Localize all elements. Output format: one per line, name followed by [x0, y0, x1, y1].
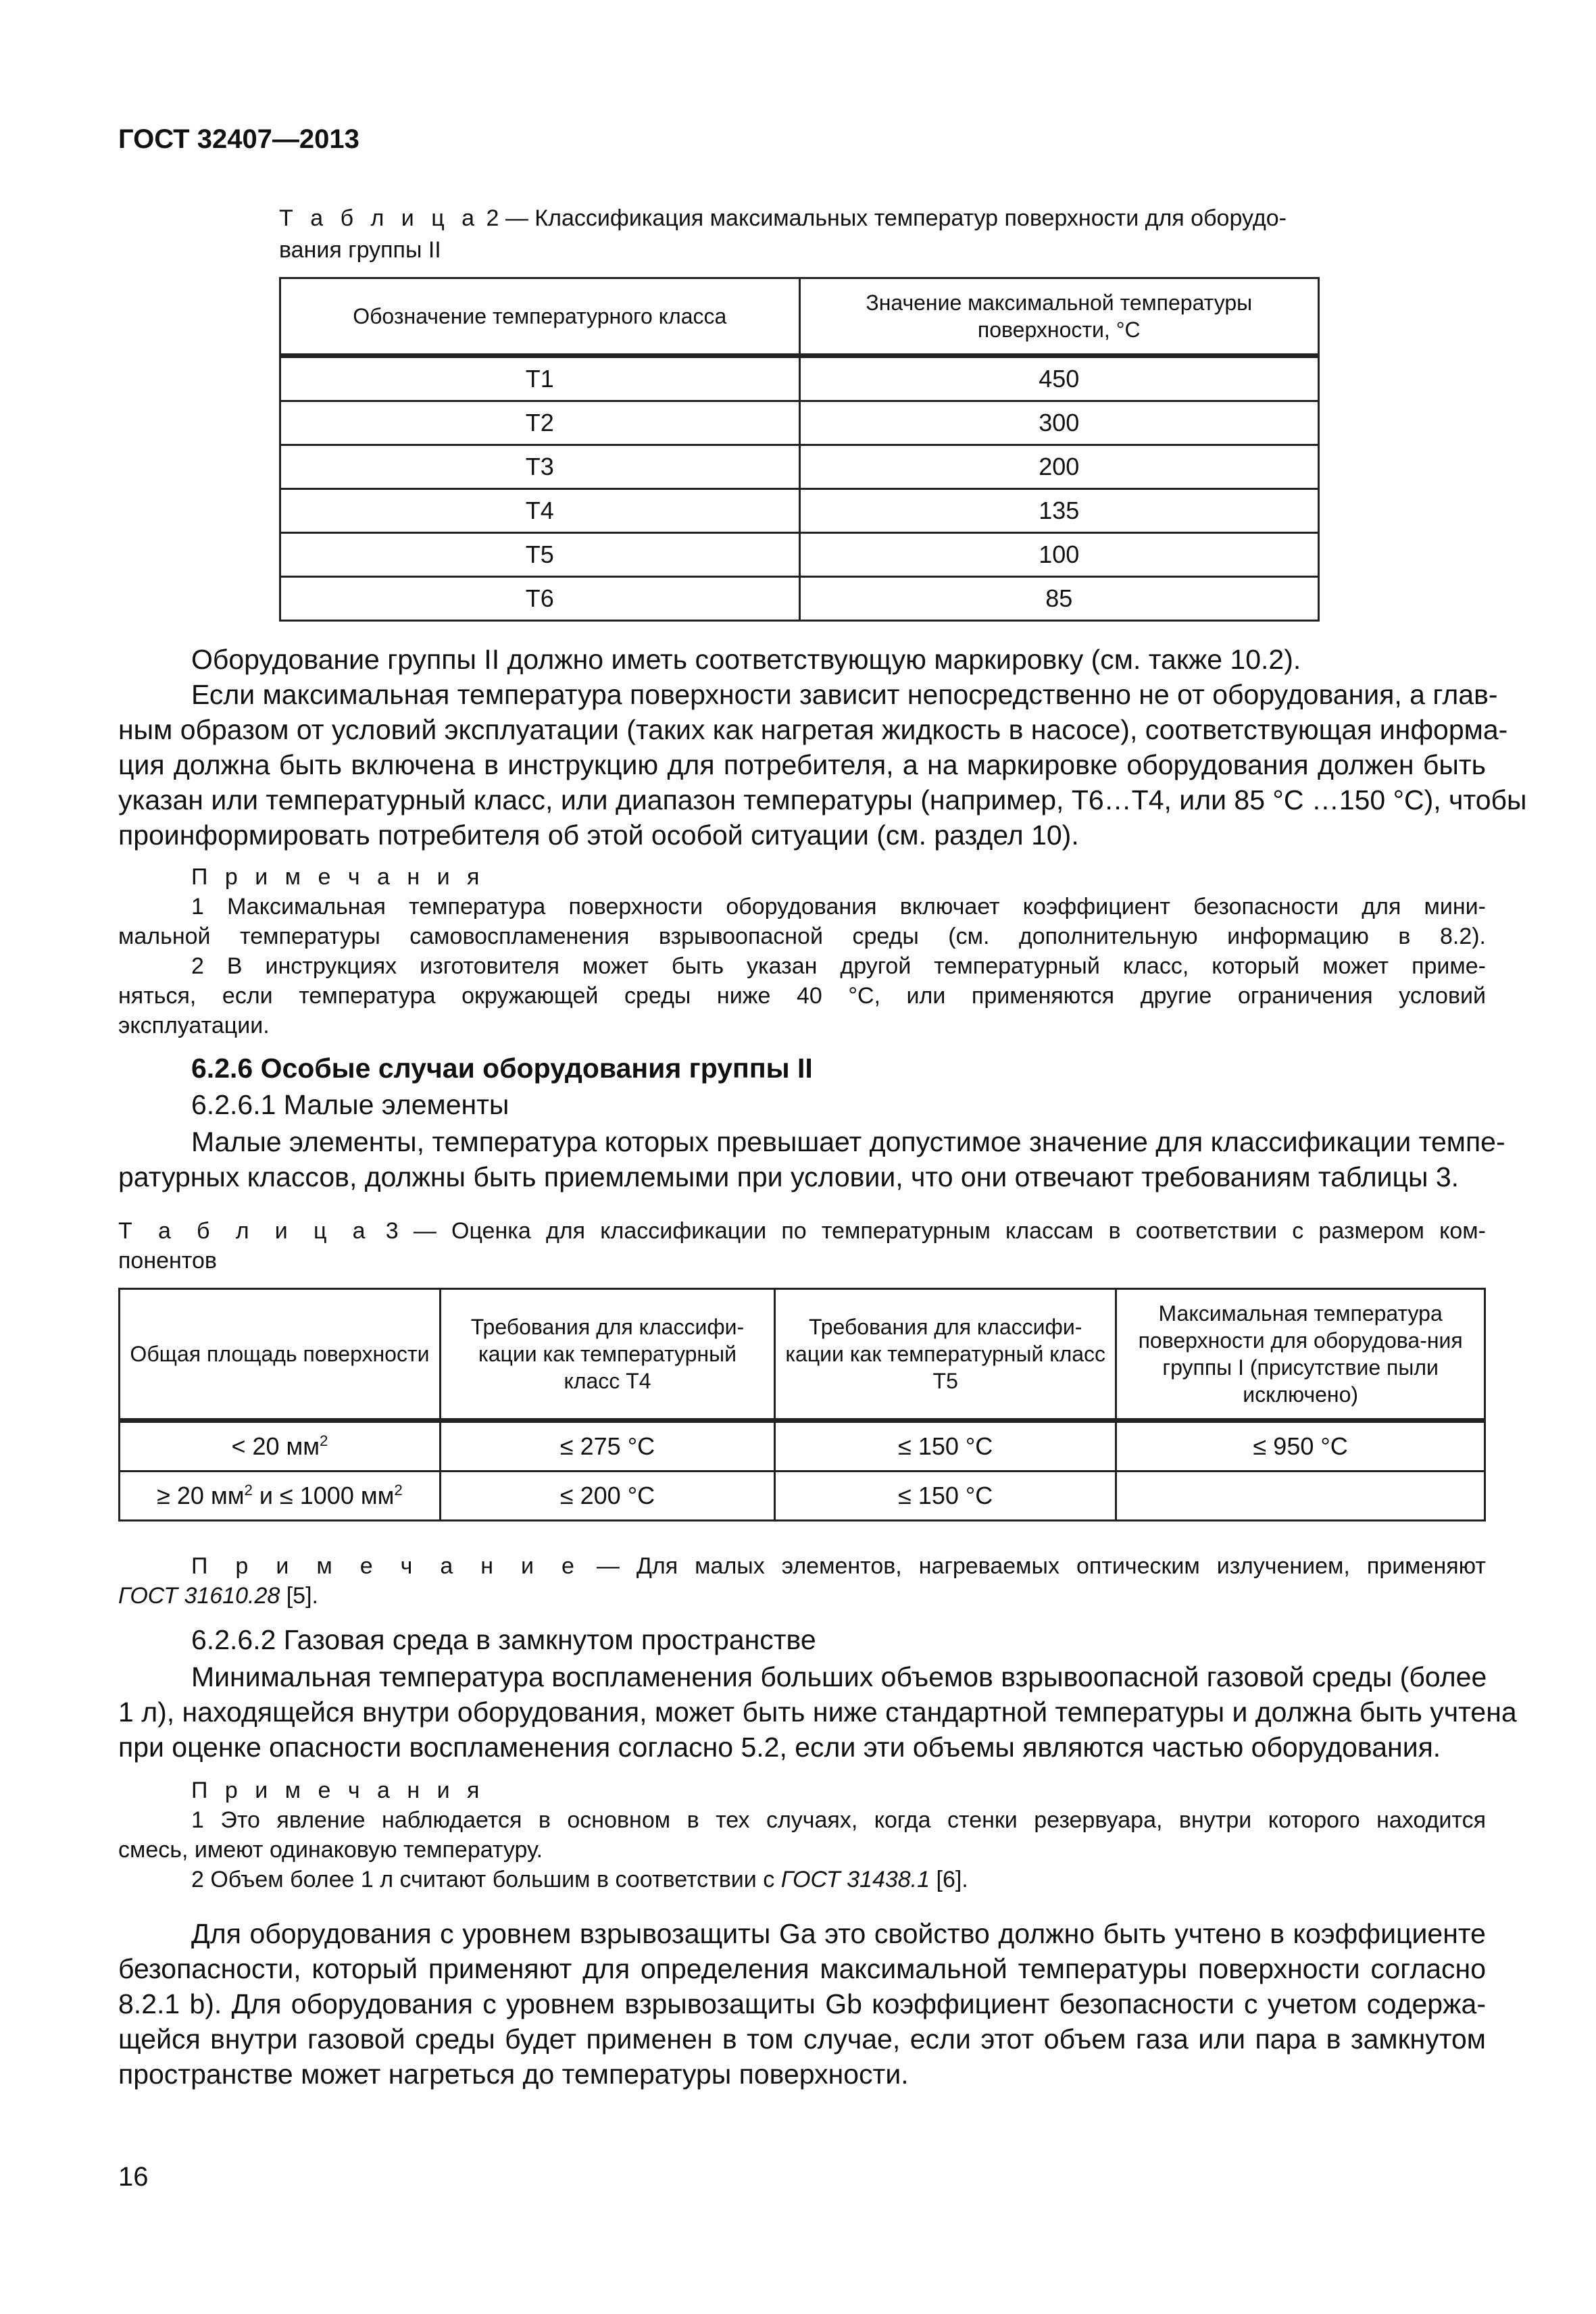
- table2-caption-line2: вания группы II: [279, 237, 441, 263]
- note-line: эксплуатации.: [118, 1013, 270, 1038]
- note-line: смесь, имеют одинаковую температуру.: [118, 1837, 543, 1863]
- table2-temp-cell: 85: [799, 577, 1319, 621]
- section-heading-6-2-6: 6.2.6 Особые случаи оборудования группы II: [191, 1053, 813, 1084]
- note-text: — Для малых элементов, нагреваемых оптическим излучением, применяют: [596, 1553, 1486, 1579]
- table2-col-header: Обозначение температурного класса: [280, 278, 800, 356]
- table3-col-header: Требования для классифи-кации как температурный класс Т4: [440, 1289, 774, 1421]
- note-line: 2 В инструкциях изготовителя может быть указан другой температурный класс, который может приме-: [191, 953, 1486, 979]
- table2-class-cell: Т5: [280, 533, 800, 577]
- note-line: мальной температуры самовоспламенения взрывоопасной среды (см. дополнительную информацию в 8.2).: [118, 924, 1486, 949]
- table-row: [280, 401, 1319, 445]
- paragraph-line: пространстве может нагреться до температуры поверхности.: [118, 2059, 909, 2090]
- superscript: 2: [320, 1432, 328, 1449]
- table3-col-header: Максимальная температура поверхности для оборудова-ния группы I (присутствие пыли исключено): [1116, 1289, 1485, 1421]
- table3-t4-cell: ≤ 275 °С: [440, 1421, 774, 1472]
- table3-header-row: [120, 1289, 1485, 1421]
- paragraph-line: Малые элементы, температура которых превышает допустимое значение для классификации темпе-: [191, 1126, 1505, 1157]
- table3-component-size: [118, 1288, 1486, 1521]
- table2-caption-label: Т а б л и ц а: [279, 205, 480, 231]
- standard-reference: ГОСТ 31610.28: [118, 1583, 280, 1609]
- table2-col-header: Значение максимальной температуры поверхности, °С: [799, 278, 1319, 356]
- table3-col-header: Общая площадь поверхности: [120, 1289, 441, 1421]
- notes-title: П р и м е ч а н и я: [191, 1778, 485, 1803]
- paragraph-marking: Оборудование группы II должно иметь соответствующую маркировку (см. также 10.2).: [191, 644, 1301, 675]
- area-value: ≥ 20 мм: [157, 1482, 245, 1509]
- page-number: 16: [118, 2162, 149, 2192]
- area-value: < 20 мм: [231, 1432, 320, 1460]
- table-row: [280, 445, 1319, 489]
- table-row: [280, 533, 1319, 577]
- table-row: [280, 356, 1319, 401]
- table3-caption-label: Т а б л и ц а: [118, 1218, 371, 1244]
- standard-reference: ГОСТ 31438.1: [780, 1867, 930, 1892]
- table3-group1-cell: ≤ 950 °С: [1116, 1421, 1485, 1472]
- note-line-2: [191, 1865, 1486, 1894]
- paragraph-line: 8.2.1 b). Для оборудования с уровнем взрывозащиты Gb коэффициент безопасности с учетом содержа-: [118, 1988, 1486, 2019]
- paragraph-line: безопасности, который применяют для определения максимальной температуры поверхности согласно: [118, 1953, 1486, 1984]
- table3-col-header: Требования для классифи-кации как температурный класс Т5: [775, 1289, 1116, 1421]
- area-value: и ≤ 1000 мм: [252, 1482, 395, 1509]
- table3-note-line2: [118, 1581, 1486, 1611]
- table-row: [280, 489, 1319, 533]
- document-code-header: ГОСТ 32407—2013: [118, 124, 359, 154]
- subsection-heading-6-2-6-2: 6.2.6.2 Газовая среда в замкнутом пространстве: [191, 1624, 816, 1655]
- table2-temp-cell: 300: [799, 401, 1319, 445]
- table3-t4-cell: ≤ 200 °С: [440, 1472, 774, 1521]
- paragraph-line: ция должна быть включена в инструкцию для потребителя, а на маркировке оборудования должен быть: [118, 749, 1486, 780]
- table2-temp-cell: 450: [799, 356, 1319, 401]
- table3-area-cell: [120, 1421, 441, 1472]
- paragraph-line: ратурных классов, должны быть приемлемыми при условии, что они отвечают требованиям таблицы 3.: [118, 1161, 1460, 1192]
- paragraph-line: проинформировать потребителя об этой особой ситуации (см. раздел 10).: [118, 820, 1079, 851]
- superscript: 2: [244, 1482, 253, 1499]
- table2-caption-line1: 2 — Классификация максимальных температур поверхности для оборудо-: [486, 205, 1287, 231]
- table2-temp-cell: 200: [799, 445, 1319, 489]
- table2-class-cell: Т4: [280, 489, 800, 533]
- note-line: няться, если температура окружающей среды ниже 40 °С, или применяются другие ограничения условий: [118, 983, 1486, 1009]
- table3-group1-cell: [1116, 1472, 1485, 1521]
- table2-caption: [279, 203, 1320, 266]
- table3-t5-cell: ≤ 150 °С: [775, 1472, 1116, 1521]
- table2-header-row: [280, 278, 1319, 356]
- table2-class-cell: Т1: [280, 356, 800, 401]
- table2-class-cell: Т6: [280, 577, 800, 621]
- paragraph-line: указан или температурный класс, или диапазон температуры (например, Т6…Т4, или 85 °С …150 °С), чтобы: [118, 784, 1527, 815]
- note-line: 1 Максимальная температура поверхности оборудования включает коэффициент безопасности для мини-: [191, 894, 1486, 920]
- reference-number: [5].: [280, 1583, 318, 1609]
- paragraph-line: Для оборудования с уровнем взрывозащиты Ga это свойство должно быть учтено в коэффициенте: [191, 1918, 1486, 1949]
- paragraph-line: при оценке опасности воспламенения согласно 5.2, если эти объемы являются частью оборудования.: [118, 1732, 1441, 1763]
- table-row: [120, 1472, 1485, 1521]
- note-line: 1 Это явление наблюдается в основном в тех случаях, когда стенки резервуара, внутри которого находится: [191, 1807, 1486, 1833]
- table3-caption-line2: понентов: [118, 1248, 217, 1274]
- table3-area-cell: [120, 1472, 441, 1521]
- table2-class-cell: Т3: [280, 445, 800, 489]
- paragraph-line: Минимальная температура воспламенения больших объемов взрывоопасной газовой среды (более: [191, 1661, 1487, 1692]
- table2-temperature-classes: [279, 277, 1320, 622]
- table3-note-line1: [191, 1551, 1486, 1581]
- note-text: 2 Объем более 1 л считают большим в соответствии с: [191, 1867, 781, 1892]
- table3-caption-line1: [118, 1216, 1486, 1246]
- table2-temp-cell: 100: [799, 533, 1319, 577]
- table-row: [280, 577, 1319, 621]
- notes-title: П р и м е ч а н и я: [191, 864, 485, 890]
- paragraph-line: щейся внутри газовой среды будет применен в том случае, если этот объем газа или пара в замкнутом: [118, 2023, 1486, 2055]
- table-row: [120, 1421, 1485, 1472]
- table3-t5-cell: ≤ 150 °С: [775, 1421, 1116, 1472]
- paragraph-line: 1 л), находящейся внутри оборудования, может быть ниже стандартной температуры и должна быть учтена: [118, 1696, 1517, 1728]
- note-label: П р и м е ч а н и е: [191, 1553, 580, 1579]
- table2-temp-cell: 135: [799, 489, 1319, 533]
- subsection-heading-6-2-6-1: 6.2.6.1 Малые элементы: [191, 1089, 509, 1120]
- superscript: 2: [394, 1482, 403, 1499]
- paragraph-line: Если максимальная температура поверхности зависит непосредственно не от оборудования, а глав-: [191, 679, 1498, 710]
- table3-caption-text: 3 — Оценка для классификации по температурным классам в соответствии с размером ком-: [385, 1218, 1486, 1244]
- table2-class-cell: Т2: [280, 401, 800, 445]
- paragraph-line: ным образом от условий эксплуатации (таких как нагретая жидкость в насосе), соответствующая информа-: [118, 714, 1508, 745]
- reference-number: [6].: [930, 1867, 968, 1892]
